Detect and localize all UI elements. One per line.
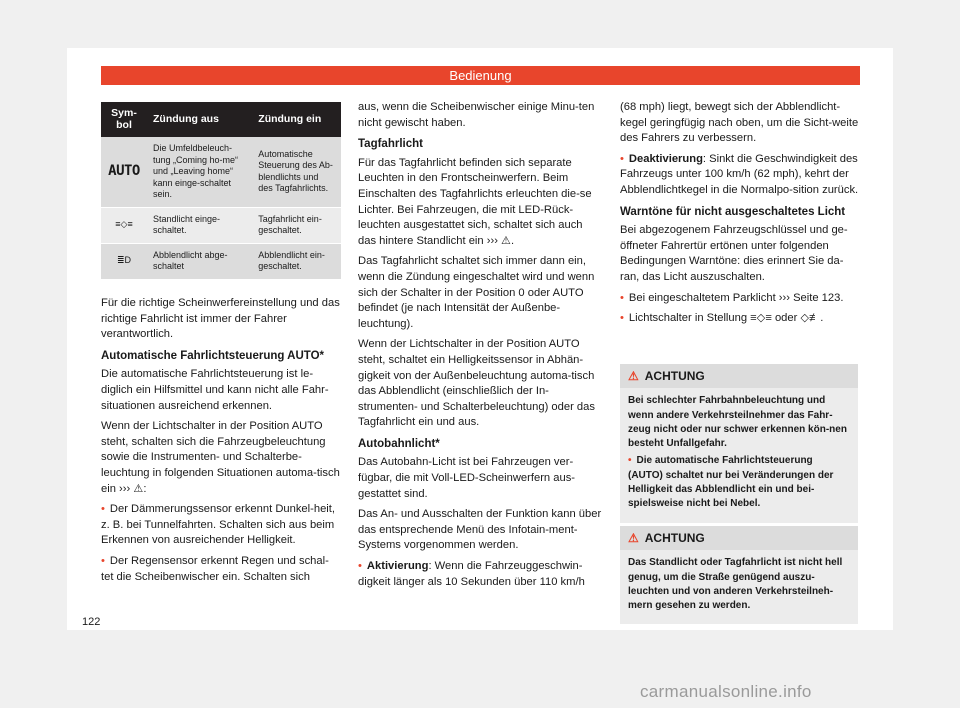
page-number: 122 (82, 616, 101, 628)
warning-box (620, 526, 858, 624)
paragraph: Die automatische Fahrlichtsteuerung ist le-diglich ein Hilfsmittel und kann nicht alle Fahr-situationen ausreichend erkennen. (101, 368, 329, 412)
table-cell: Die Umfeldbeleuch-tung „Coming ho-me“ und „Leaving home“ kann einge-schaltet sein. (147, 137, 252, 207)
warning-icon: ⚠ (628, 369, 639, 383)
paragraph: Wenn der Lichtschalter in der Position AUTO steht, schaltet ein Helligkeitssensor in Abhän-gigkeit von der Außenbeleuchtung automa-tisch das Abblendlicht (einschließlich der In-strumenten- und Schalterbeleuchtung) oder das Tagfahrlicht ein und aus. (358, 338, 595, 429)
warning-bullet: • Die automatische Fahrlichtsteuerung (AUTO) schaltet nur bei Veränderungen der Helligkeit das Abblendlicht ein und bei-spielsweise nicht bei Nebel. (628, 454, 850, 511)
table-row (101, 137, 341, 207)
paragraph: Das Autobahn-Licht ist bei Fahrzeugen ver-fügbar, die mit Voll-LED-Scheinwerfern aus-gestattet sind. (358, 456, 576, 500)
table-row (101, 207, 341, 243)
paragraph: Bei abgezogenem Fahrzeugschlüssel und ge-öffneter Fahrertür ertönen unter folgenden Bedingungen Warntöne: dies erinnert Sie da-ran, das Licht auszuschalten. (620, 224, 848, 283)
warning-icon: ⚠ (628, 531, 639, 545)
column-3 (620, 100, 860, 332)
column-2 (358, 100, 602, 595)
table-cell: Tagfahrlicht ein-geschaltet. (252, 207, 341, 243)
auto-icon: AUTO (101, 137, 147, 207)
watermark: carmanualsonline.info (640, 682, 812, 701)
paragraph: Das Tagfahrlicht schaltet sich immer dann ein, wenn die Zündung eingeschaltet wird und wenn sich der Schalter in der Position 0 oder AUTO befindet (je nach Intensität der Außenbe-leuchtung). (358, 255, 595, 330)
bullet-item: • Deaktivierung: Sinkt die Geschwindigkeit des Fahrzeugs unter 100 km/h (62 mph), kehrt der Abblendlichtkegel in die Normalpo-sition zurück. (620, 152, 860, 199)
paragraph: (68 mph) liegt, bewegt sich der Abblendlicht-kegel geringfügig nach oben, um die Sicht-weite des Fahrers zu verbessern. (620, 101, 859, 145)
table-cell: Automatische Steuerung des Ab-blendlichts und des Tagfahrlichts. (252, 137, 341, 207)
heading-daytime-light: Tagfahrlicht (358, 138, 423, 151)
bullet-item: • Lichtschalter in Stellung ≡◇≡ oder ◇≢. (620, 311, 860, 327)
table-row (101, 243, 341, 279)
table-header-symbol: Sym-bol (101, 102, 147, 137)
warning-box (620, 364, 858, 523)
warning-text: Bei schlechter Fahrbahnbeleuchtung und wenn andere Verkehrsteilnehmer das Fahr-zeug nicht oder nur schwer erkennen kön-nen besteht Unfallgefahr. (628, 395, 847, 450)
warning-header: ⚠ ACHTUNG (620, 526, 858, 550)
table-header-ignition-off: Zündung aus (147, 102, 252, 137)
heading-warning-tones: Warntöne für nicht ausgeschaltetes Licht (620, 205, 846, 218)
parking-light-icon: ≡◇≡ (101, 207, 147, 243)
table-cell: Abblendlicht abge-schaltet (147, 243, 252, 279)
symbol-table (101, 102, 341, 280)
table-cell: Standlicht einge-schaltet. (147, 207, 252, 243)
section-header: Bedienung (101, 66, 860, 85)
bullet-label: Deaktivierung (628, 152, 703, 165)
bullet-item: • Der Regensensor erkennt Regen und schal-tet die Scheibenwischer ein. Schalten sich (101, 554, 341, 585)
bullet-item: • Aktivierung: Wenn die Fahrzeuggeschwin-digkeit länger als 10 Sekunden über 110 km/h (358, 559, 602, 590)
bullet-label: Aktivierung (366, 560, 429, 573)
heading-auto-light: Automatische Fahrlichtsteuerung AUTO* (101, 349, 325, 362)
bullet-item: • Der Dämmerungssensor erkennt Dunkel-heit, z. B. bei Tunnelfahrten. Schalten sich aus beim Erkennen von ausreichender Helligkeit. (101, 502, 341, 549)
warning-text: Das Standlicht oder Tagfahrlicht ist nicht hell genug, um die Straße genügend auszu-leuchten und von anderen Verkehrsteilneh-mern gesehen zu werden. (628, 557, 843, 612)
low-beam-icon: ≣D (101, 243, 147, 279)
paragraph: Das An- und Ausschalten der Funktion kann über das entsprechende Menü des Infotain-ment-Systems vorgenommen werden. (358, 508, 602, 552)
paragraph: aus, wenn die Scheibenwischer einige Minu-ten nicht gewischt haben. (358, 101, 595, 129)
paragraph: Für die richtige Scheinwerfereinstellung und das richtige Fahrlicht ist immer der Fahrer verantwortlich. (101, 297, 340, 341)
column-1 (101, 296, 341, 590)
heading-highway-light: Autobahnlicht* (358, 437, 440, 450)
bullet-item: • Bei eingeschaltetem Parklicht ››› Seite 123. (620, 291, 860, 307)
table-header-ignition-on: Zündung ein (252, 102, 341, 137)
warning-header: ⚠ ACHTUNG (620, 364, 858, 388)
paragraph: Wenn der Lichtschalter in der Position AUTO steht, schalten sich die Fahrzeugbeleuchtung sowie die Instrumenten- und Schalterbe-leuchtung in folgenden Situationen automa-tisch ein ››› ⚠: (101, 420, 340, 495)
table-cell: Abblendlicht ein-geschaltet. (252, 243, 341, 279)
paragraph: Für das Tagfahrlicht befinden sich separate Leuchten in den Frontscheinwerfern. Beim Einschalten des Tagfahrlichts erleuchten die-se Lichter. Bei Fahrzeugen, die mit LED-Rück-leuchten ausgestattet sich, schaltet sich auch das hintere Standlicht ein ››› ⚠. (358, 156, 592, 247)
